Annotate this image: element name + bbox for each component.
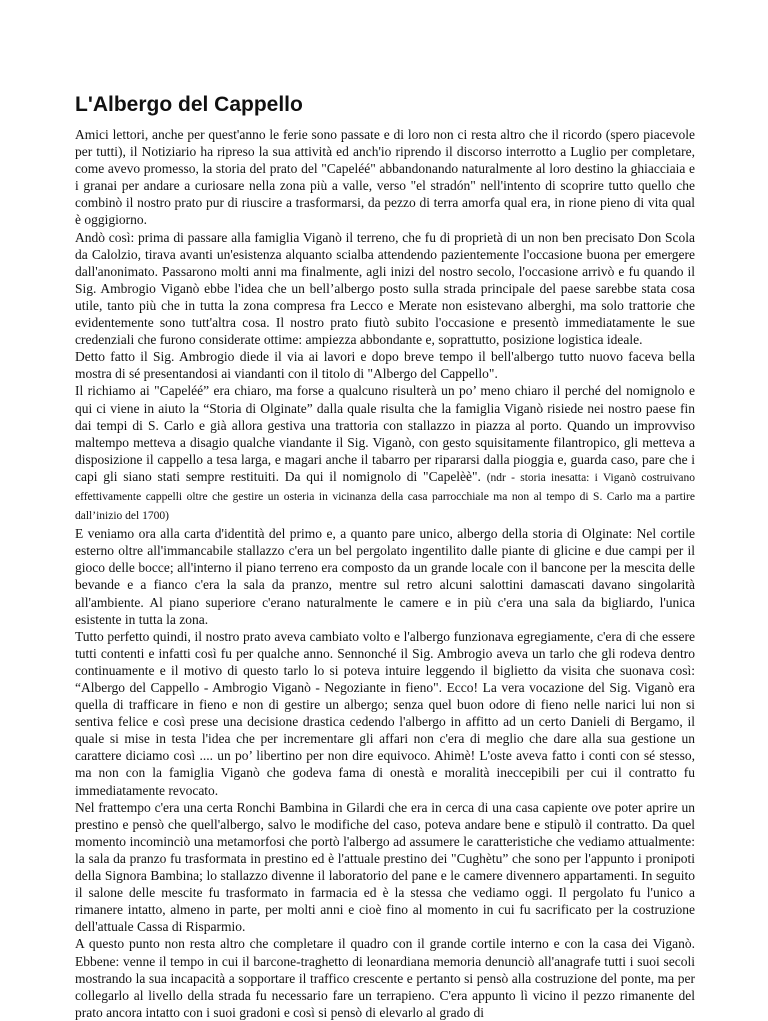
paragraph-bridge: A questo punto non resta altro che completare il quadro con il grande cortile interno e con la casa dei Viganò. Ebbene: venne il tempo in cui il barcone-traghetto di leonardiana memoria denunciò all'anagrafe tutti i suoi secoli mostrando la sua incapacità a sopportare il traffico crescente e pertanto si pensò alla costruzione del ponte, ma per collegarlo al livello della strada fu necessario fare un terrapieno. C'era appunto lì vicino il pezzo rimanente del prato ancora intatto con i suoi gradoni e così si pensò di elevarlo al grado di [75, 936, 695, 1020]
editor-note: (ndr - storia inesatta: i Viganò costruivano effettivamente cappelli oltre che gestire un osteria in vicinanza della casa parrocchiale ma non al tempo di S. Carlo ma a partire dall’inizio del 1700) [75, 471, 695, 523]
paragraph-lease: Tutto perfetto quindi, il nostro prato aveva cambiato volto e l'albergo funzionava egregiamente, c'era di che essere tutti contenti e infatti così fu per qualche anno. Sennonché il Sig. Ambrogio aveva un tarlo che gli rodeva dentro continuamente e il motivo di questo tarlo lo si poteva intuire leggendo il biglietto da visita che suonava così: “Albergo del Cappello - Ambrogio Viganò - Negoziante in fieno". Ecco! La vera vocazione del Sig. Viganò era quella di trafficare in fieno e non di gestire un albergo; senza quel buon odore di fieno nelle narici lui non si sentiva felice e così prese una decisione drastica cedendo l'albergo in affitto ad un certo Danieli di Bergamo, il quale si mise in testa l'idea che per incrementare gli affari non c'era di meglio che dare alla sua gestione un carattere diciamo così .... un po’ libertino per non dire equivoco. Ahimè! L'oste aveva fatto i conti con sé stesso, ma non con la famiglia Viganò che godeva fama di onestà e moralità ineccepibili per cui il contratto fu immediatamente revocato. [75, 628, 695, 798]
nickname-text: Il richiamo ai "Capeléé” era chiaro, ma forse a qualcuno risulterà un po’ meno chiaro il perché del nomignolo e qui ci viene in aiuto la “Storia di Olginate” dalla quale risulta che la famiglia Viganò risiede nei nostro paese fin dai tempi di S. Carlo e già allora gestiva una trattoria con stallazzo in piazza al porto. Quando un improvviso maltempo metteva a disagio qualche viandante il Sig. Viganò, con gesto squisitamente filantropico, gli metteva a disposizione il cappello a tesa larga, e magari anche il tabarro per ripararsi dalla pioggia e, guarda caso, pare che i capi gli siano stati sempre restituiti. Da qui il nomignolo di "Capelèè". [75, 383, 695, 484]
paragraph-construction: Detto fatto il Sig. Ambrogio diede il via ai lavori e dopo breve tempo il bell'albergo tutto nuovo faceva bella mostra di sé presentandosi ai viandanti con il titolo di "Albergo del Cappello". [75, 349, 695, 382]
paragraph-intro: Amici lettori, anche per quest'anno le ferie sono passate e di loro non ci resta altro che il ricordo (spero piacevole per tutti), il Notiziario ha ripreso la sua attività ed anch'io riprendo il discorso interrotto a Luglio per completare, come avevo promesso, la storia del prato del "Capeléé" abbandonando naturalmente al loro destino la ghiacciaia e i granai per andare a curiosare nella zona più a valle, verso "el stradón" nell'intento di scoprire tutto quello che combinò il nostro prato pur di riuscire a trasformarsi, da pezzo di terra amorfa qual era, in rione pieno di vita qual è oggigiorno. [75, 127, 695, 228]
paragraph-bakery: Nel frattempo c'era una certa Ronchi Bambina in Gilardi che era in cerca di una casa capiente ove poter aprire un prestino e pensò che quell'albergo, salvo le modifiche del caso, poteva andare bene e stipulò il contratto. Da quel momento incominciò una metamorfosi che portò l'albergo ad assumere le caratteristiche che vediamo attualmente: la sala da pranzo fu trasformata in prestino ed è l'attuale prestino dei "Cughètu” che sono per l'appunto i pronipoti della Signora Bambina; lo stallazzo divenne il laboratorio del pane e le camere divennero appartamenti. In seguito il salone delle mescite fu trasformato in farmacia ed è la stessa che vediamo oggi. Il pergolato fu l'unico a rimanere intatto, almeno in parte, per molti anni e cioè fino al momento in cui fu sacrificato per la costruzione dell'attuale Cassa di Risparmio. [75, 799, 695, 935]
paragraph-nickname [75, 382, 695, 525]
article-title: L'Albergo del Cappello [75, 93, 303, 116]
paragraph-history: Andò così: prima di passare alla famiglia Viganò il terreno, che fu di proprietà di un non ben precisato Don Scola da Calolzio, tirava avanti un'esistenza alquanto scialba attendendo pazientemente l'occasione buona per emergere dall'anonimato. Passarono molti anni ma finalmente, agli inizi del nostro secolo, l'occasione arrivò e fu quando il Sig. Ambrogio Viganò ebbe l'idea che un bell’albergo posto sulla strada principale del paese sarebbe stata cosa utile, tanto più che in tutta la zona compresa fra Lecco e Merate non esistevano alberghi, ma solo trattorie che evidentemente sono tutt'altra cosa. Il nostro prato fiutò subito l'occasione e presentò immediatamente le sue credenziali che furono considerate ottime: ampiezza abbondante e, soprattutto, posizione logistica ideale. [75, 229, 695, 348]
article [75, 92, 695, 1021]
paragraph-description: E veniamo ora alla carta d'identità del primo e, a quanto pare unico, albergo della storia di Olginate: Nel cortile esterno oltre all'immancabile stallazzo c'era un bel pergolato ingentilito dalle piante di glicine e due campi per il gioco delle bocce; all'interno il piano terreno era composto da un grande locale con il bancone per la mescita delle bevande e a fianco c'era la sala da pranzo, mentre sul retro alcuni salottini damascati davano singolarità all'ambiente. Al piano superiore c'erano naturalmente le camere e in più c'era una sala da bigliardo, l'unica esistente in tutta la zona. [75, 526, 695, 627]
